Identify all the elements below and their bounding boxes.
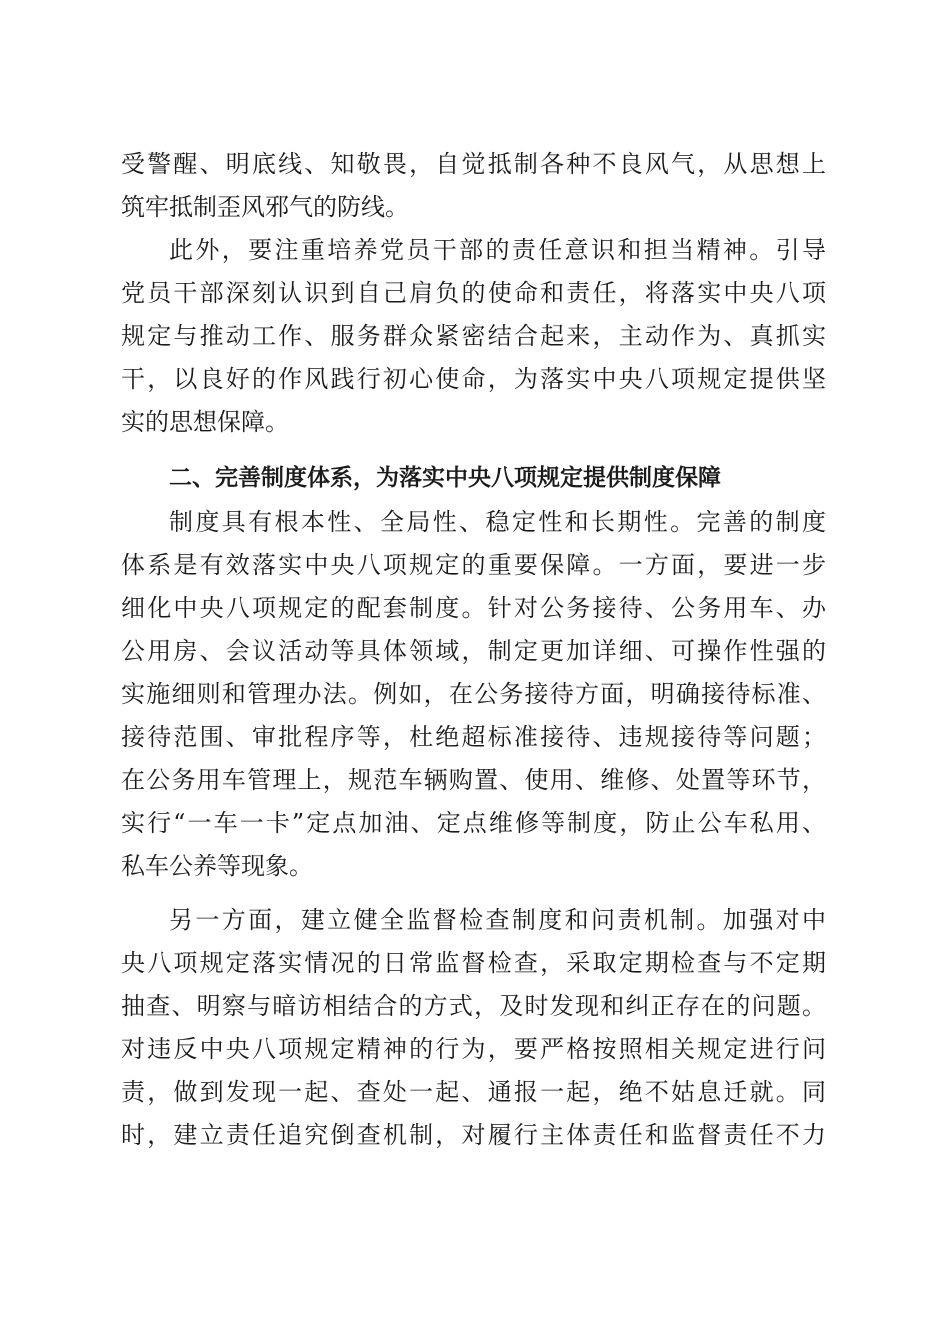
paragraph-line: 另一方面，建立健全监督检查制度和问责机制。加强对中	[169, 906, 826, 934]
paragraph-line: 体系是有效落实中央八项规定的重要保障。一方面，要进一步	[121, 551, 826, 579]
paragraph-line: 抽查、明察与暗访相结合的方式，及时发现和纠正存在的问题。	[121, 992, 826, 1020]
paragraph-line: 干，以良好的作风践行初心使命，为落实中央八项规定提供坚	[121, 365, 826, 393]
paragraph-line: 筑牢抵制歪风邪气的防线。	[121, 193, 409, 221]
paragraph-line: 对违反中央八项规定精神的行为，要严格按照相关规定进行问	[121, 1035, 826, 1063]
paragraph-line: 实行“一车一卡”定点加油、定点维修等制度，防止公车私用、	[121, 809, 826, 837]
paragraph-line: 公用房、会议活动等具体领域，制定更加详细、可操作性强的	[121, 637, 826, 665]
paragraph-line: 在公务用车管理上，规范车辆购置、使用、维修、处置等环节，	[121, 766, 826, 794]
paragraph-line: 党员干部深刻认识到自己肩负的使命和责任，将落实中央八项	[121, 279, 826, 307]
paragraph-line: 实施细则和管理办法。例如，在公务接待方面，明确接待标准、	[121, 680, 826, 708]
section-heading: 二、完善制度体系，为落实中央八项规定提供制度保障	[169, 465, 721, 491]
paragraph-line: 时，建立责任追究倒查机制，对履行主体责任和监督责任不力	[121, 1121, 826, 1149]
paragraph-line: 私车公养等现象。	[121, 852, 313, 880]
paragraph-line: 规定与推动工作、服务群众紧密结合起来，主动作为、真抓实	[121, 322, 826, 350]
paragraph-line: 责，做到发现一起、查处一起、通报一起，绝不姑息迁就。同	[121, 1078, 826, 1106]
paragraph-line: 接待范围、审批程序等，杜绝超标准接待、违规接待等问题；	[121, 723, 826, 751]
paragraph-line: 细化中央八项规定的配套制度。针对公务接待、公务用车、办	[121, 594, 826, 622]
paragraph-line: 制度具有根本性、全局性、稳定性和长期性。完善的制度	[169, 508, 826, 536]
paragraph-line: 实的思想保障。	[121, 408, 289, 436]
paragraph-line: 此外，要注重培养党员干部的责任意识和担当精神。引导	[169, 236, 826, 264]
paragraph-line: 央八项规定落实情况的日常监督检查，采取定期检查与不定期	[121, 949, 826, 977]
paragraph-line: 受警醒、明底线、知敬畏，自觉抵制各种不良风气，从思想上	[121, 150, 826, 178]
